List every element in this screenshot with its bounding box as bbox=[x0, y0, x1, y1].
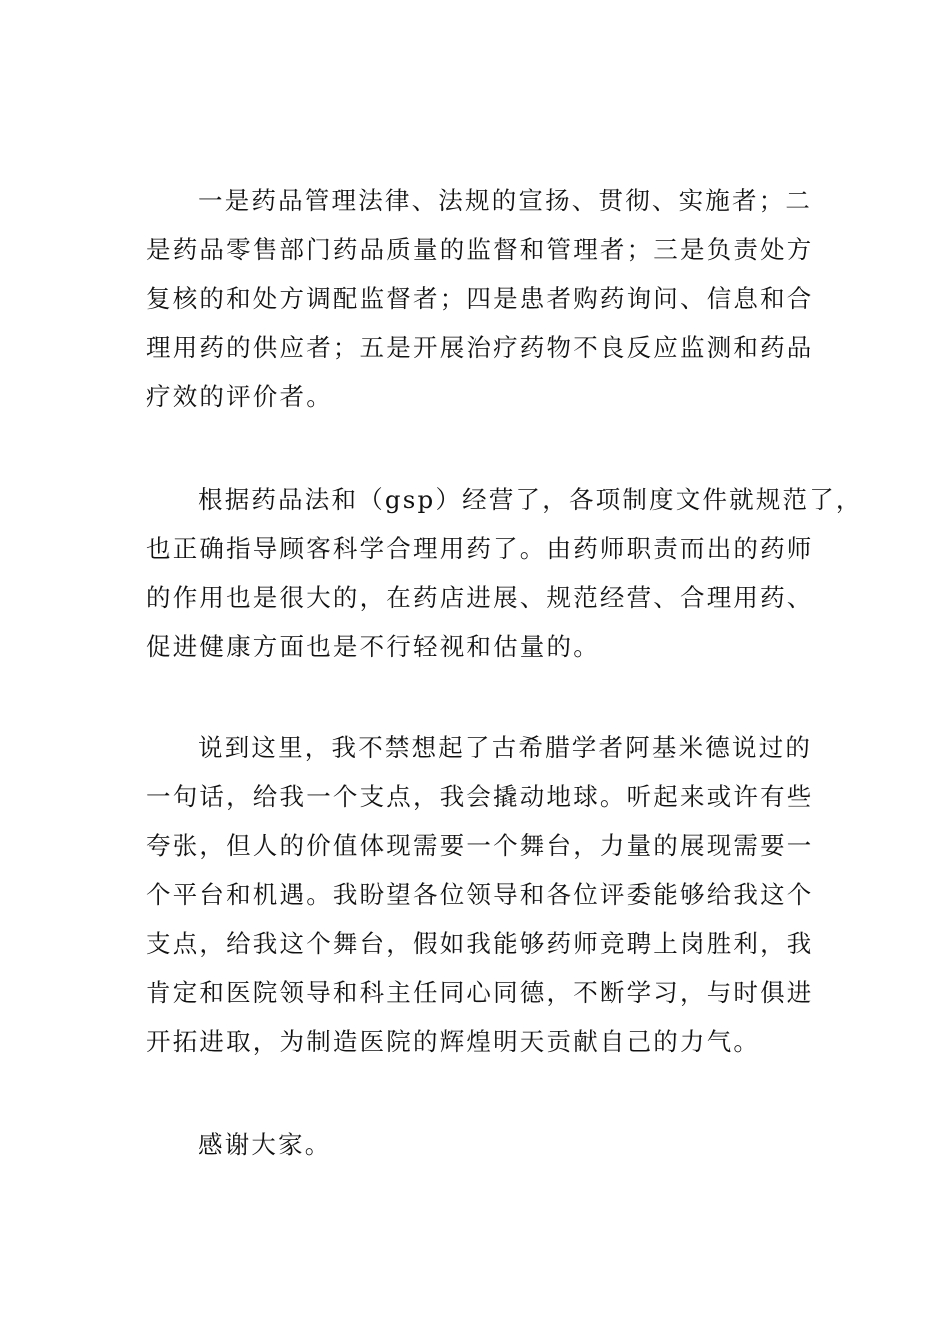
text-line: 复核的和处方调配监督者；四是患者购药询问、信息和合 bbox=[146, 284, 814, 313]
text-line: 根据药品法和（gsp）经营了，各项制度文件就规范了， bbox=[198, 485, 863, 514]
paragraph-closing-thanks bbox=[146, 1120, 816, 1169]
paragraph-pharmacist-roles bbox=[146, 176, 816, 421]
text-line: 促进健康方面也是不行轻视和估量的。 bbox=[146, 632, 600, 661]
text-line: 夸张，但人的价值体现需要一个舞台，力量的展现需要一 bbox=[146, 831, 814, 860]
text-line: 支点，给我这个舞台，假如我能够药师竞聘上岗胜利，我 bbox=[146, 929, 814, 958]
paragraph-gsp-operation bbox=[146, 475, 863, 671]
text-line: 理用药的供应者；五是开展治疗药物不良反应监测和药品 bbox=[146, 333, 814, 362]
text-line: 肯定和医院领导和科主任同心同德，不断学习，与时俱进 bbox=[146, 978, 814, 1007]
text-line: 说到这里，我不禁想起了古希腊学者阿基米德说过的 bbox=[198, 733, 813, 762]
text-line: 是药品零售部门药品质量的监督和管理者；三是负责处方 bbox=[146, 235, 814, 264]
text-line: 个平台和机遇。我盼望各位领导和各位评委能够给我这个 bbox=[146, 880, 814, 909]
text-line: 感谢大家。 bbox=[198, 1130, 332, 1159]
text-line: 疗效的评价者。 bbox=[146, 382, 333, 411]
text-line: 的作用也是很大的，在药店进展、规范经营、合理用药、 bbox=[146, 583, 814, 612]
paragraph-archimedes-fulcrum bbox=[146, 723, 816, 1066]
text-line: 也正确指导顾客科学合理用药了。由药师职责而出的药师 bbox=[146, 534, 814, 563]
text-line: 开拓进取，为制造医院的辉煌明天贡献自己的力气。 bbox=[146, 1027, 761, 1056]
text-line: 一句话，给我一个支点，我会撬动地球。听起来或许有些 bbox=[146, 782, 814, 811]
text-line: 一是药品管理法律、法规的宣扬、贯彻、实施者；二 bbox=[198, 186, 813, 215]
